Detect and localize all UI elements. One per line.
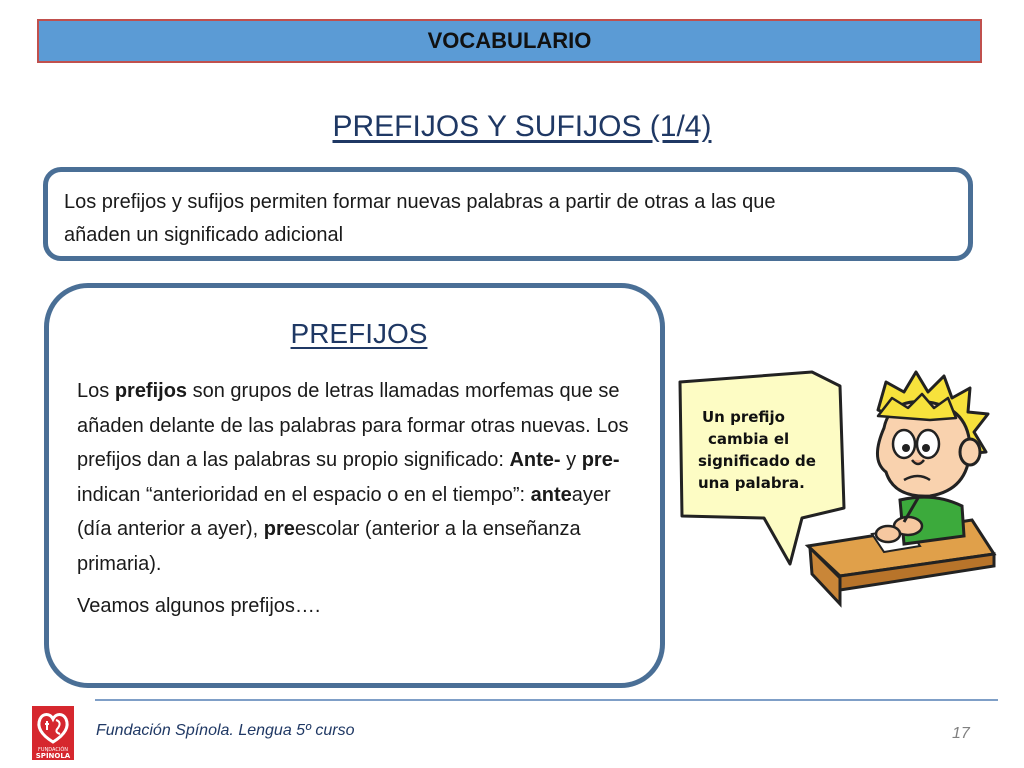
- intro-line-2: añaden un significado adicional: [64, 224, 344, 246]
- logo-text: SPÍNOLA: [35, 752, 71, 760]
- text-run: y: [560, 449, 582, 471]
- intro-box: [43, 167, 973, 261]
- speech-line-4: una palabra.: [698, 474, 805, 492]
- bold-term: pre: [263, 518, 295, 540]
- prefijos-box: [44, 283, 665, 688]
- footer-divider: [95, 699, 998, 701]
- fundacion-spinola-logo: [32, 706, 74, 760]
- text-run: Los: [77, 380, 115, 402]
- text-run: son grupos de letras llamadas morfemas que se añaden delante de las palabras para formar otras nuevas. Los prefijos dan a las palabras su propio significado:: [77, 380, 629, 471]
- section-header-bar: [37, 19, 982, 63]
- speech-line-2: cambia el: [708, 430, 790, 448]
- bold-term: ante: [530, 483, 572, 506]
- text-run: indican “anterioridad en el espacio o en el tiempo”:: [77, 483, 531, 506]
- page-number: 17: [952, 725, 970, 742]
- speech-line-1: Un prefijo: [702, 408, 785, 426]
- logo-subtext: FUNDACIÓN: [37, 747, 69, 753]
- prefijos-heading: PREFIJOS: [290, 318, 428, 349]
- prefijos-closing: Veamos algunos prefijos….: [77, 595, 321, 617]
- text-run: escolar (anterior a la enseñanza primaria).: [77, 518, 581, 575]
- bold-term: pre-: [581, 449, 620, 471]
- footer-text: Fundación Spínola. Lengua 5º curso: [96, 722, 355, 739]
- bold-term: Ante-: [509, 449, 561, 471]
- section-header-label: VOCABULARIO: [427, 28, 592, 53]
- intro-line-1: Los prefijos y sufijos permiten formar nuevas palabras a partir de otras a las que: [64, 191, 776, 213]
- text-run: ayer (día anterior a ayer),: [77, 483, 611, 540]
- speech-line-3: significado de: [698, 452, 816, 470]
- bold-term: prefijos: [114, 380, 188, 402]
- boy-head: [877, 372, 988, 496]
- boy-writing-illustration: [672, 368, 1004, 608]
- page-title: PREFIJOS Y SUFIJOS (1/4): [332, 110, 712, 143]
- prefijos-paragraph: [77, 374, 647, 581]
- prefijos-body: [77, 374, 647, 624]
